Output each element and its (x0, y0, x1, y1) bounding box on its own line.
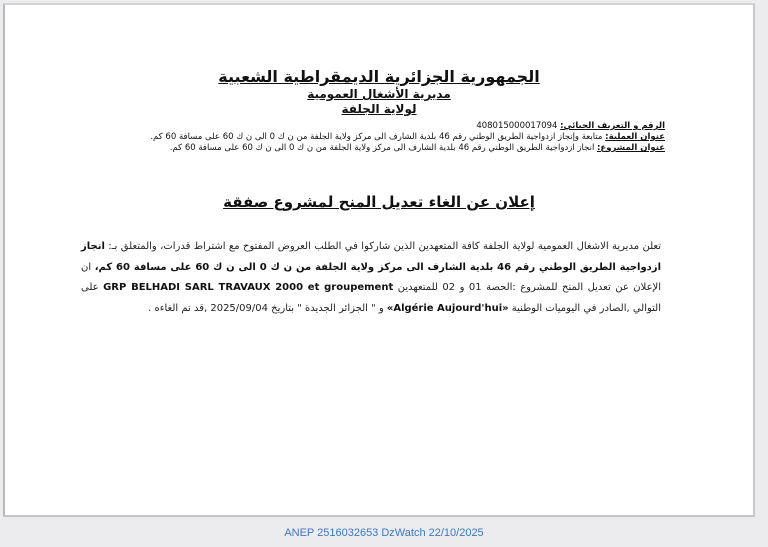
operation-row (145, 132, 665, 143)
body-bidders: GRP BELHADI SARL TRAVAUX 2000 et groupement (103, 282, 394, 293)
republic-title: الجمهورية الجزائرية الديمقراطية الشعبية (218, 67, 540, 86)
announcement-title: إعلان عن الغاء تعديل المنح لمشروع صفقة (223, 193, 535, 211)
document-header (5, 67, 753, 117)
operation-label: عنوان العملية: (605, 132, 665, 142)
province-title: لولاية الجلفة (341, 102, 417, 116)
body-part-5: على التوالي ,الصادر في اليوميات الوطنية (81, 282, 661, 314)
document-meta (145, 121, 665, 154)
body-part-1: تعلن مديرية الاشغال العمومية لولاية الجلفة كافة المتعهدين الذين شاركوا في الطلب العروض المفتوح مع اشتراط قدرات، والمتعلق بـ: (104, 241, 661, 252)
tax-id-value: 408015000017094 (476, 121, 558, 131)
announcement-body (81, 237, 661, 319)
body-project-name: انجاز ازدواجية الطريق الوطني رقم 46 بلدية الشارف الى مركز ولاية الجلفة من ن ك 0 الى ن ك 60 على مسافة 60 كم، (81, 241, 661, 273)
directorate-title: مديرية الأشغال العمومية (307, 87, 451, 101)
project-row (145, 143, 665, 154)
body-part-3: ان الإعلان عن تعديل المنح للمشروع :الحصة 01 و 02 للمتعهدين (81, 261, 662, 293)
tax-id-row (145, 121, 665, 132)
document-page (3, 3, 755, 517)
source-footer: ANEP 2516032653 DzWatch 22/10/2025 (284, 527, 484, 539)
tax-id-label: الرقم و التعريف الجبائي: (560, 121, 665, 131)
project-value: انجاز ازدواجية الطريق الوطني رقم 46 بلدية الشارف الى مركز ولاية الجلفة من ن ك 0 الى ن ك 60 على مسافة 60 كم. (169, 143, 595, 153)
project-label: عنوان المشروع: (597, 143, 665, 153)
body-newspaper-name: «Algérie Aujourd'hui» (386, 302, 509, 314)
body-part-7: و " الجزائر الجديدة " بتاريخ 2025/09/04 ,قد تم الغاءه . (148, 302, 387, 314)
operation-value: متابعة وإنجاز ازدواجية الطريق الوطني رقم 46 بلدية الشارف الى مركز ولاية الجلفة من ن ك 0 الى ن ك 60 على مسافة 60 كم. (150, 132, 603, 142)
